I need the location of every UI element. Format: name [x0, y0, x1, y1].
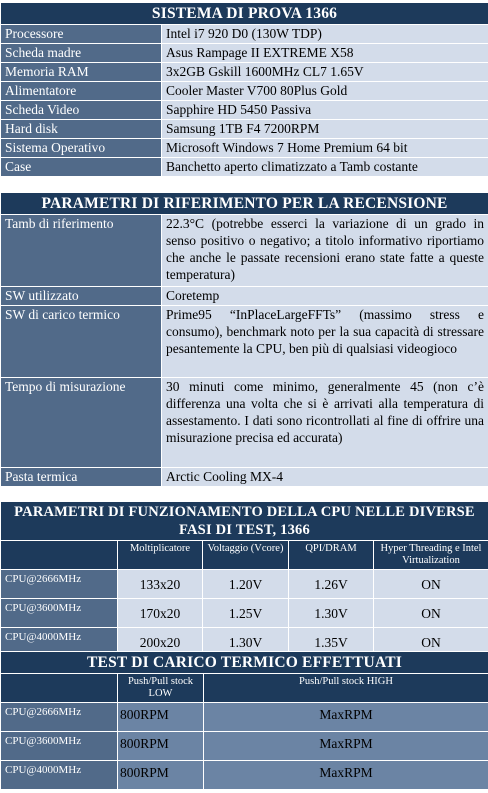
system-table	[0, 2, 488, 177]
row-value: Banchetto aperto climatizzato a Tamb costante	[162, 158, 488, 177]
qpi-value: 1.30V	[289, 599, 374, 628]
low-value: 800RPM	[118, 732, 204, 761]
row-label: CPU@4000MHz	[1, 628, 118, 657]
row-label: Pasta termica	[1, 468, 162, 487]
qpi-value: 1.26V	[289, 570, 374, 599]
mult-value: 170x20	[118, 599, 203, 628]
high-value: MaxRPM	[204, 732, 488, 761]
row-label: Processore	[1, 25, 162, 44]
vcore-value: 1.25V	[203, 599, 289, 628]
row-value: Intel i7 920 D0 (130W TDP)	[162, 25, 488, 44]
ht-value: ON	[374, 628, 488, 657]
row-label: Scheda Video	[1, 101, 162, 120]
row-value: 30 minuti come minimo, generalmente 45 (non c’è differenza una volta che si è arrivati alla temperatura di assestamento. I dati sono ricontrollati al fine di offrire una misurazione precisa ed accurata)	[162, 378, 488, 468]
low-value: 800RPM	[118, 761, 204, 790]
cpu-params-table	[0, 501, 488, 657]
reference-table	[0, 192, 488, 487]
row-value: Coretemp	[162, 287, 488, 306]
row-label: SW di carico termico	[1, 306, 162, 378]
row-value: Samsung 1TB F4 7200RPM	[162, 120, 488, 139]
row-value: Microsoft Windows 7 Home Premium 64 bit	[162, 139, 488, 158]
row-label: Case	[1, 158, 162, 177]
row-label: Hard disk	[1, 120, 162, 139]
mult-value: 200x20	[118, 628, 203, 657]
row-label: Alimentatore	[1, 82, 162, 101]
row-label: Tamb di riferimento	[1, 215, 162, 287]
row-value: Prime95 “InPlaceLargeFFTs” (massimo stress e consumo), benchmark noto per la sua capacità di stressare pesantemente la CPU, ben più di qualsiasi videogioco	[162, 306, 488, 378]
row-value: Sapphire HD 5450 Passiva	[162, 101, 488, 120]
system-table-title: SISTEMA DI PROVA 1366	[1, 3, 488, 25]
header-empty	[1, 541, 118, 570]
thermal-test-table	[0, 651, 488, 790]
high-value: MaxRPM	[204, 761, 488, 790]
header-ht: Hyper Threading e Intel Virtualization	[374, 541, 488, 570]
vcore-value: 1.30V	[203, 628, 289, 657]
row-value: Cooler Master V700 80Plus Gold	[162, 82, 488, 101]
vcore-value: 1.20V	[203, 570, 289, 599]
mult-value: 133x20	[118, 570, 203, 599]
ht-value: ON	[374, 570, 488, 599]
row-label: Tempo di misurazione	[1, 378, 162, 468]
row-value: Asus Rampage II EXTREME X58	[162, 44, 488, 63]
row-label: CPU@2666MHz	[1, 570, 118, 599]
thermal-test-table-title: TEST DI CARICO TERMICO EFFETTUATI	[1, 652, 488, 674]
row-value: 22.3°C (potrebbe esserci la variazione di un grado in senso positivo o negativo; a titolo informativo riportiamo che anche le passate recensioni erano state fatte a queste temperatura)	[162, 215, 488, 287]
row-label: SW utilizzato	[1, 287, 162, 306]
row-label: CPU@2666MHz	[1, 703, 118, 732]
row-label: CPU@3600MHz	[1, 599, 118, 628]
qpi-value: 1.35V	[289, 628, 374, 657]
reference-table-title: PARAMETRI DI RIFERIMENTO PER LA RECENSIONE	[1, 193, 488, 215]
header-multiplier: Moltiplicatore	[118, 541, 203, 570]
cpu-params-table-title: PARAMETRI DI FUNZIONAMENTO DELLA CPU NELLE DIVERSE FASI DI TEST, 1366	[1, 502, 488, 541]
row-label: Sistema Operativo	[1, 139, 162, 158]
ht-value: ON	[374, 599, 488, 628]
high-value: MaxRPM	[204, 703, 488, 732]
row-value: 3x2GB Gskill 1600MHz CL7 1.65V	[162, 63, 488, 82]
row-value: Arctic Cooling MX-4	[162, 468, 488, 487]
row-label: Scheda madre	[1, 44, 162, 63]
row-label: CPU@3600MHz	[1, 732, 118, 761]
header-high: Push/Pull stock HIGH	[204, 674, 488, 703]
row-label: Memoria RAM	[1, 63, 162, 82]
row-label: CPU@4000MHz	[1, 761, 118, 790]
header-qpi: QPI/DRAM	[289, 541, 374, 570]
low-value: 800RPM	[118, 703, 204, 732]
header-empty	[1, 674, 118, 703]
header-low: Push/Pull stock LOW	[118, 674, 204, 703]
header-vcore: Voltaggio (Vcore)	[203, 541, 289, 570]
